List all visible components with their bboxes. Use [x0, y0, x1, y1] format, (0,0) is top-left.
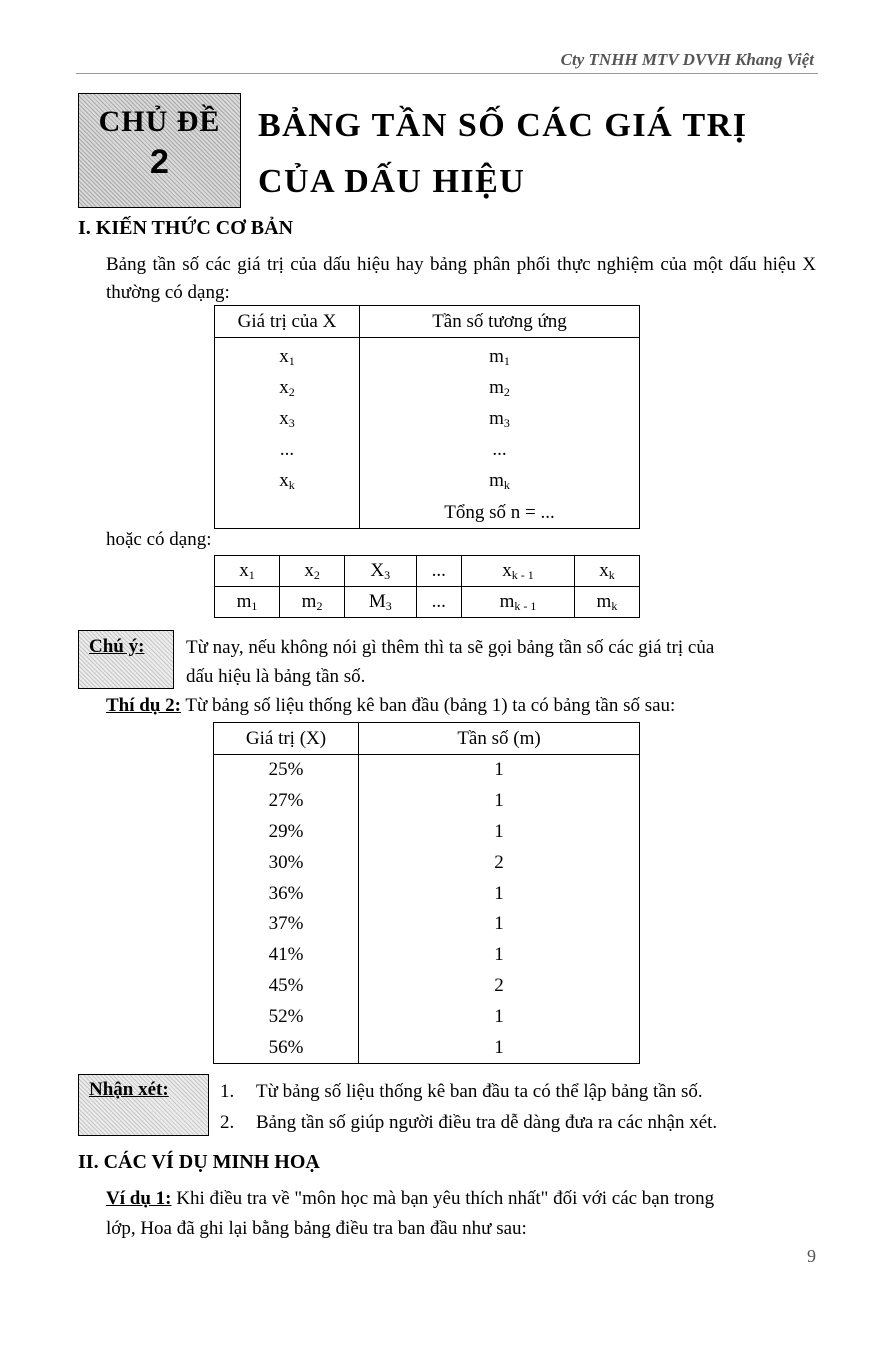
section-2-heading: II. CÁC VÍ DỤ MINH HOẠ — [78, 1151, 320, 1173]
table-cell: $m_1$ — [215, 587, 280, 618]
note-line-1: Từ nay, nếu không nói gì thêm thì ta sẽ gọi bảng tần số các giá trị của — [186, 637, 715, 658]
list-item: 2. Bảng tần số giúp người điều tra dễ dàng đưa ra các nhận xét. — [220, 1112, 718, 1133]
topic-box — [78, 93, 241, 208]
table-cell: 1 — [359, 1032, 640, 1063]
header-rule — [76, 73, 818, 74]
table-row — [214, 940, 640, 971]
table-cell: ... — [215, 435, 360, 466]
intro-paragraph: Bảng tần số các giá trị của dấu hiệu hay bảng phân phối thực nghiệm của một dấu hiệu X thường có dạng: — [106, 254, 816, 303]
table-cell: 1 — [359, 817, 640, 848]
table-cell: ... — [416, 587, 462, 618]
table-cell: ... — [416, 556, 462, 587]
or-form-text: hoặc có dạng: — [106, 529, 212, 550]
table-cell: 29% — [214, 817, 359, 848]
table-row — [214, 878, 640, 909]
table-cell: 1 — [359, 940, 640, 971]
title-line-1: BẢNG TẦN SỐ CÁC GIÁ TRỊ — [258, 107, 748, 144]
table-cell: 45% — [214, 971, 359, 1002]
table-cell: 1 — [359, 909, 640, 940]
table-cell: 30% — [214, 847, 359, 878]
table-cell: $X_3$ — [345, 556, 416, 587]
table-row — [215, 373, 640, 404]
topic-label: CHỦ ĐỀ — [98, 105, 221, 138]
remarks-label: Nhận xét: — [89, 1079, 169, 1100]
list-item: 1. Từ bảng số liệu thống kê ban đầu ta có thể lập bảng tần số. — [220, 1081, 703, 1102]
table-cell: 2 — [359, 847, 640, 878]
table-cell: 1 — [359, 878, 640, 909]
table-row — [214, 817, 640, 848]
table-cell: $x_k$ — [215, 466, 360, 497]
table-cell: 1 — [359, 755, 640, 786]
table-cell: $x_1$ — [215, 338, 360, 374]
table-cell: 1 — [359, 786, 640, 817]
table3-header-frequency: Tần số (m) — [359, 723, 640, 755]
table1-total: Tổng số n = ... — [360, 497, 640, 529]
section-1-heading: I. KIẾN THỨC CƠ BẢN — [78, 217, 294, 239]
note-text — [186, 633, 714, 691]
table-row — [214, 971, 640, 1002]
table-cell: 1 — [359, 1001, 640, 1032]
table-cell: $x_{k - 1}$ — [462, 556, 575, 587]
frequency-table-horizontal — [214, 555, 640, 618]
table-row — [215, 587, 640, 618]
page-title — [258, 98, 858, 210]
table-row — [215, 466, 640, 497]
title-line-2: CỦA DẤU HIỆU — [258, 163, 526, 200]
table1-header-value: Giá trị của X — [215, 306, 360, 338]
table-cell: $x_2$ — [280, 556, 345, 587]
table-cell: ... — [360, 435, 640, 466]
table-cell — [215, 497, 360, 529]
table-cell: $x_3$ — [215, 404, 360, 435]
publisher-header: Cty TNHH MTV DVVH Khang Việt — [560, 50, 814, 69]
table-row — [215, 435, 640, 466]
table-cell: $m_3$ — [360, 404, 640, 435]
table-row — [214, 786, 640, 817]
remarks-list — [220, 1076, 717, 1138]
example-1-label: Ví dụ 1: — [106, 1188, 172, 1209]
example-1-paragraph — [106, 1184, 818, 1244]
table-cell: $x_k$ — [574, 556, 639, 587]
table-cell: $m_k$ — [574, 587, 639, 618]
table-cell: $x_2$ — [215, 373, 360, 404]
example-2-intro — [106, 695, 675, 717]
table-row — [214, 1001, 640, 1032]
table-cell: 41% — [214, 940, 359, 971]
table-cell: $m_2$ — [280, 587, 345, 618]
table-cell: 2 — [359, 971, 640, 1002]
table-row — [215, 338, 640, 374]
example-2-text: Từ bảng số liệu thống kê ban đầu (bảng 1) ta có bảng tần số sau: — [185, 695, 676, 716]
table-cell: 37% — [214, 909, 359, 940]
table-cell: $x_1$ — [215, 556, 280, 587]
table-row — [215, 404, 640, 435]
table-cell: 52% — [214, 1001, 359, 1032]
table-row — [215, 556, 640, 587]
table-cell: $m_{k - 1}$ — [462, 587, 575, 618]
example-2-label: Thí dụ 2: — [106, 695, 181, 716]
table-cell: 27% — [214, 786, 359, 817]
page-number: 9 — [807, 1246, 816, 1266]
table3-header-value: Giá trị (X) — [214, 723, 359, 755]
table-row — [214, 847, 640, 878]
table-cell: 36% — [214, 878, 359, 909]
note-label: Chú ý: — [89, 636, 145, 657]
example-1-line-1: Khi điều tra về "môn học mà bạn yêu thích nhất" đối với các bạn trong — [171, 1188, 715, 1209]
table-cell: $m_2$ — [360, 373, 640, 404]
table-cell: $m_k$ — [360, 466, 640, 497]
table-cell: 25% — [214, 755, 359, 786]
table-row — [215, 497, 640, 529]
table-cell: $M_3$ — [345, 587, 416, 618]
example-1-line-2: lớp, Hoa đã ghi lại bằng bảng điều tra ban đầu như sau: — [106, 1218, 527, 1239]
table-cell: 56% — [214, 1032, 359, 1063]
table-cell: $m_1$ — [360, 338, 640, 374]
example-frequency-table — [213, 722, 640, 1064]
note-line-2: dấu hiệu là bảng tần số. — [186, 666, 366, 687]
table-row — [214, 1032, 640, 1063]
table1-header-frequency: Tần số tương ứng — [360, 306, 640, 338]
table-row — [214, 755, 640, 786]
frequency-table-vertical — [214, 305, 640, 529]
topic-number: 2 — [150, 143, 169, 181]
table-row — [214, 909, 640, 940]
